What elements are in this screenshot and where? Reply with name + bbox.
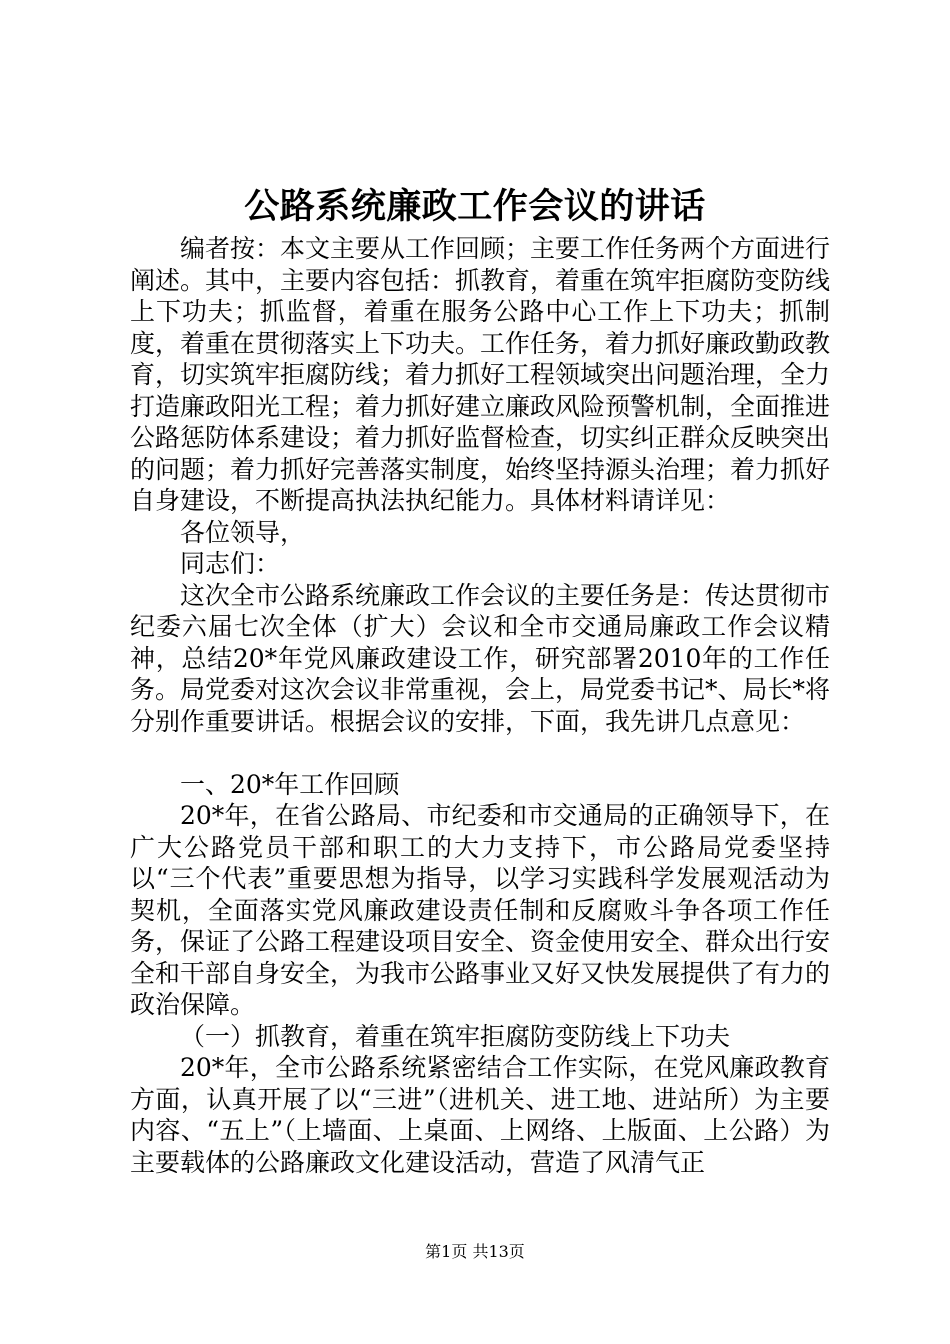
subsection-heading-education: （一）抓教育，着重在筑牢拒腐防变防线上下功夫 <box>180 1021 731 1051</box>
salutation-comrades: 同志们： <box>180 549 281 578</box>
education-paragraph: 20*年，全市公路系统紧密结合工作实际，在党风廉政教育方面，认真开展了以“三进”（进机关、进工地、进站所）为主要内容、“五上”（上墙面、上桌面、上网络、上版面、上公路）为主要载体的公路廉政文化建设活动，营造了风清气正 <box>130 1053 830 1177</box>
paragraph-gap <box>130 737 830 769</box>
salutation-leaders: 各位领导， <box>180 517 306 547</box>
editor-note-paragraph: 编者按：本文主要从工作回顾；主要工作任务两个方面进行阐述。其中，主要内容包括：抓教育，着重在筑牢拒腐防变防线上下功夫；抓监督，着重在服务公路中心工作上下功夫；抓制度，着重在贯彻落实上下功夫。工作任务，着力抓好廉政勤政教育，切实筑牢拒腐防线；着力抓好工程领域突出问题治理，全力打造廉政阳光工程；着力抓好建立廉政风险预警机制，全面推进公路惩防体系建设；着力抓好监督检查，切实纠正群众反映突出的问题；着力抓好完善落实制度，始终坚持源头治理；着力抓好自身建设，不断提高执法执纪能力。具体材料请详见： <box>130 234 831 515</box>
document-body <box>130 233 830 1178</box>
review-paragraph: 20*年，在省公路局、市纪委和市交通局的正确领导下，在广大公路党员干部和职工的大力支持下，市公路局党委坚持以“三个代表”重要思想为指导，以学习实践科学发展观活动为契机，全面落实党风廉政建设责任制和反腐败斗争各项工作任务，保证了公路工程建设项目安全、资金使用安全、群众出行安全和干部自身安全，为我市公路事业又好又快发展提供了有力的政治保障。 <box>130 801 831 1019</box>
meeting-task-paragraph: 这次全市公路系统廉政工作会议的主要任务是：传达贯彻市纪委六届七次全体（扩大）会议和全市交通局廉政工作会议精神，总结20*年党风廉政建设工作，研究部署2010年的工作任务。局党委对这次会议非常重视，会上，局党委书记*、局长*将分别作重要讲话。根据会议的安排，下面，我先讲几点意见： <box>130 580 831 736</box>
document-title: 公路系统廉政工作会议的讲话 <box>244 186 706 227</box>
section-heading-review: 一、20*年工作回顾 <box>180 769 400 799</box>
page-footer: 第1页 共13页 <box>425 1242 525 1261</box>
